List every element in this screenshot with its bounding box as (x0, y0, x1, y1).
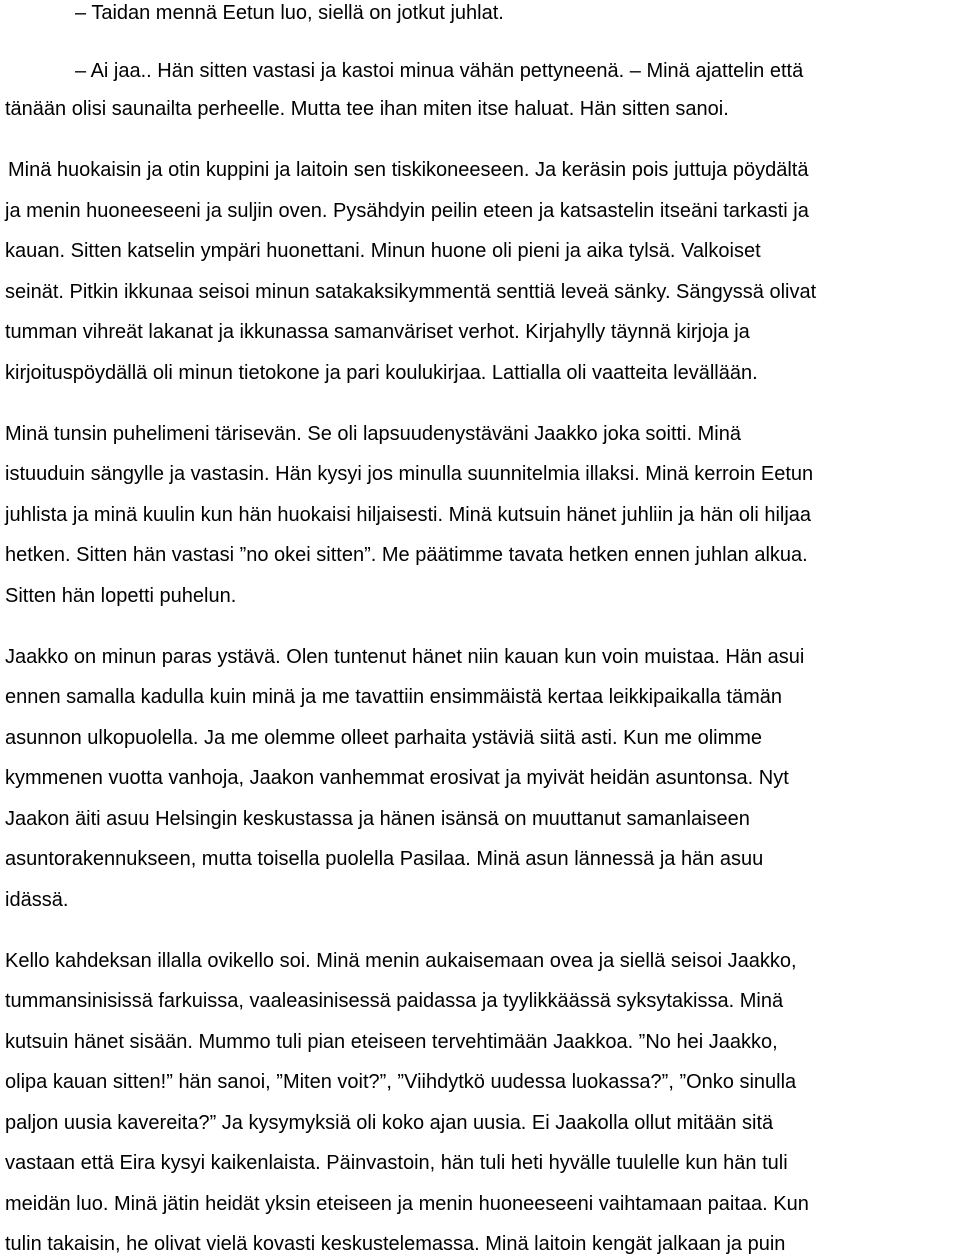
text-line-9: kirjoituspöydällä oli minun tietokone ja pari koulukirjaa. Lattialla oli vaatteita levällään. (5, 362, 758, 384)
text-line-26: paljon uusia kavereita?” Ja kysymyksiä oli koko ajan uusia. Ei Jaakolla ollut mitään sitä (5, 1112, 774, 1134)
text-line-14: Sitten hän lopetti puhelun. (5, 585, 237, 607)
text-line-20: asuntorakennukseen, mutta toisella puolella Pasilaa. Minä asun lännessä ja hän asuu (5, 848, 764, 870)
text-line-13: hetken. Sitten hän vastasi ”no okei sitten”. Me päätimme tavata hetken ennen juhlan alkua. (5, 544, 808, 566)
text-line-5: ja menin huoneeseeni ja suljin oven. Pysähdyin peilin eteen ja katsastelin itseäni tarkasti ja (5, 200, 809, 222)
text-line-15: Jaakko on minun paras ystävä. Olen tuntenut hänet niin kauan kun voin muistaa. Hän asui (5, 646, 805, 668)
text-line-11: istuuduin sängylle ja vastasin. Hän kysyi jos minulla suunnitelmia illaksi. Minä kerroin Eetun (5, 463, 814, 485)
text-line-21: idässä. (5, 889, 69, 911)
text-line-23: tummansinisissä farkuissa, vaaleasinisessä paidassa ja tyylikkäässä syksytakissa. Minä (5, 990, 784, 1012)
text-line-6: kauan. Sitten katselin ympäri huonettani. Minun huone oli pieni ja aika tylsä. Valkoiset (5, 240, 761, 262)
text-line-29: tulin takaisin, he olivat vielä kovasti keskustelemassa. Minä laitoin kengät jalkaan ja puin (5, 1233, 786, 1255)
text-line-12: juhlista ja minä kuulin kun hän huokaisi hiljaisesti. Minä kutsuin hänet juhliin ja hän oli hiljaa (5, 504, 812, 526)
text-line-17: asunnon ulkopuolella. Ja me olemme olleet parhaita ystäviä siitä asti. Kun me olimme (5, 727, 763, 749)
text-line-4: Minä huokaisin ja otin kuppini ja laitoin sen tiskikoneeseen. Ja keräsin pois juttuja pöydältä (8, 159, 809, 181)
text-line-3: tänään olisi saunailta perheelle. Mutta tee ihan miten itse haluat. Hän sitten sanoi. (5, 98, 729, 120)
text-line-7: seinät. Pitkin ikkunaa seisoi minun satakaksikymmentä senttiä leveä sänky. Sängyssä olivat (5, 281, 817, 303)
text-line-24: kutsuin hänet sisään. Mummo tuli pian eteiseen tervehtimään Jaakkoa. ”No hei Jaakko, (5, 1031, 778, 1053)
text-line-25: olipa kauan sitten!” hän sanoi, ”Miten voit?”, ”Viihdytkö uudessa luokassa?”, ”Onko sinulla (5, 1071, 797, 1093)
text-line-10: Minä tunsin puhelimeni tärisevän. Se oli lapsuudenystäväni Jaakko joka soitti. Minä (5, 423, 741, 445)
text-line-1: – Taidan mennä Eetun luo, siellä on jotkut juhlat. (75, 2, 504, 24)
text-line-28: meidän luo. Minä jätin heidät yksin eteiseen ja menin huoneeseeni vaihtamaan paitaa. Kun (5, 1193, 809, 1215)
text-line-22: Kello kahdeksan illalla ovikello soi. Minä menin aukaisemaan ovea ja siellä seisoi Jaakko, (5, 950, 797, 972)
text-line-8: tumman vihreät lakanat ja ikkunassa samanväriset verhot. Kirjahylly täynnä kirjoja ja (5, 321, 750, 343)
text-line-19: Jaakon äiti asuu Helsingin keskustassa ja hänen isänsä on muuttanut samanlaiseen (5, 808, 750, 830)
text-line-16: ennen samalla kadulla kuin minä ja me tavattiin ensimmäistä kertaa leikkipaikalla tämän (5, 686, 783, 708)
text-line-27: vastaan että Eira kysyi kaikenlaista. Päinvastoin, hän tuli heti hyvälle tuulelle kun hän tuli (5, 1152, 788, 1174)
text-line-18: kymmenen vuotta vanhoja, Jaakon vanhemmat erosivat ja myivät heidän asuntonsa. Nyt (5, 767, 789, 789)
text-line-2: – Ai jaa.. Hän sitten vastasi ja kastoi minua vähän pettyneenä. – Minä ajattelin että (75, 60, 804, 82)
